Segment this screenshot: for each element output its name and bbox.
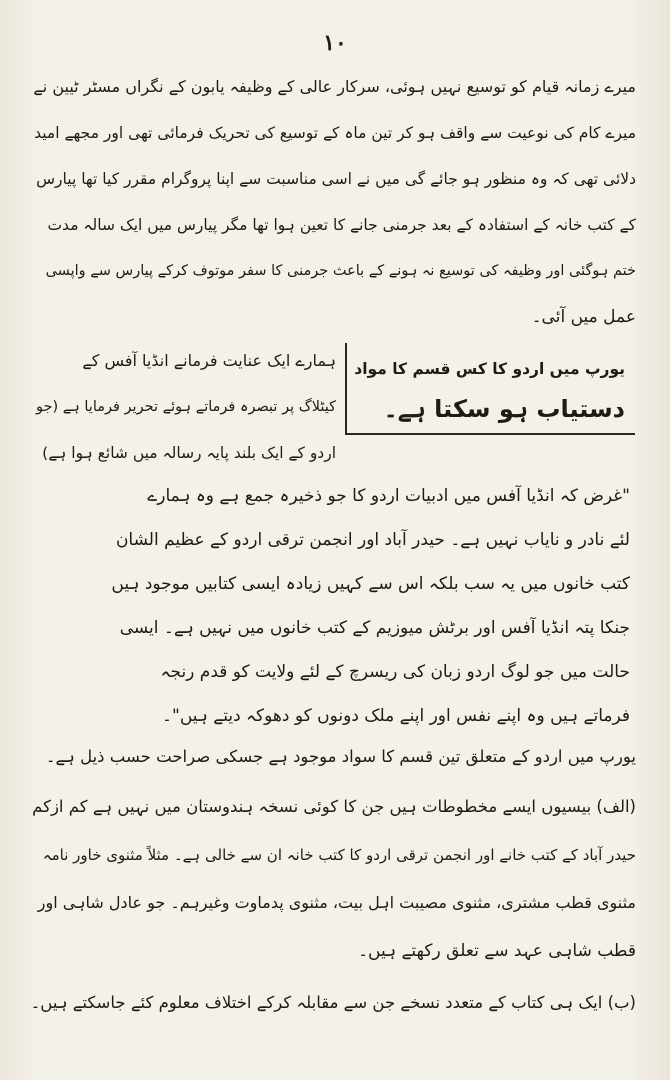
side-heading-line: دستیاب ہو سکتا ہے۔ [383,395,625,423]
paragraph-2-line: مثنوی قطب مشتری، مثنوی مصیبت اہل بیت، مثنوی پدماوت وغیرہم۔ جو عادل شاہی اور [37,893,636,912]
side-text-line: کیٹلاگ پر تبصرہ فرماتے ہوئے تحریر فرمایا ہے (جو [36,399,336,415]
paragraph-2-line: (الف) بیسیوں ایسے مخطوطات ہیں جن کا کوئی نسخہ ہندوستان میں نہیں ہے کم ازکم [32,797,636,816]
side-text-line: ہمارے ایک عنایت فرمانے انڈیا آفس کے [82,351,336,370]
paragraph-2-line: (ب) ایک ہی کتاب کے متعدد نسخے جن سے مقابلہ کرکے اختلاف معلوم کئے جاسکتے ہیں۔ [30,993,636,1012]
quote-line: جنکا پتہ انڈیا آفس اور برٹش میوزیم کے کتب خانوں میں نہیں ہے۔ ایسی [119,618,630,638]
quote-line: "غرض کہ انڈیا آفس میں ادبیات اردو کا جو ذخیرہ جمع ہے وہ ہمارے [147,486,630,506]
paragraph-1-line: کے کتب خانہ کے استفادہ کے بعد جرمنی جانے کا تعین ہوا تھا مگر پیارس میں ایک سالہ مدت [47,216,636,234]
side-text-line: اردو کے ایک بلند پایہ رسالہ میں شائع ہوا ہے) [42,444,336,462]
quote-line: لئے نادر و نایاب نہیں ہے۔ حیدر آباد اور انجمن ترقی اردو کے عظیم الشان [115,530,630,550]
quote-line: حالت میں جو لوگ اردو زبان کی ریسرچ کے لئے ولایت کو قدم رنجہ [160,662,630,682]
page-number: ۱۰ [323,30,347,56]
quote-line: فرماتے ہیں وہ اپنے نفس اور اپنے ملک دونوں کو دھوکہ دیتے ہیں"۔ [162,706,630,726]
paragraph-1-line: عمل میں آئی۔ [531,307,636,327]
quote-line: کتب خانوں میں یہ سب بلکہ اس سے کہیں زیادہ ایسی کتابیں موجود ہیں [111,574,630,594]
side-heading-box [345,343,635,435]
side-heading-line: یورپ میں اردو کا کس قسم کا مواد [354,360,625,378]
paragraph-1-line: دلائی تھی کہ وہ منظور ہو جائے گی میں نے اسی مناسبت سے اپنا پروگرام مقرر کیا تھا پیارس [36,170,636,188]
paragraph-1-line: میرے کام کی نوعیت سے واقف ہو کر تین ماہ کے توسیع کی تحریک فرمائی تھی اور مجھے امید [34,124,636,142]
paragraph-1-line: ختم ہوگئی اور وظیفہ کی توسیع نہ ہونے کے باعث جرمنی کا سفر موتوف کرکے پیارس سے واپسی [45,263,636,279]
paragraph-1-line: میرے زمانہ قیام کو توسیع نہیں ہوئی، سرکار عالی کے وظیفہ یابون کے نگراں مسٹر ٹیین نے [33,77,636,96]
paragraph-2-line: قطب شاہی عہد سے تعلق رکھتے ہیں۔ [358,941,636,961]
paragraph-2-line: حیدر آباد کے کتب خانے اور انجمن ترقی اردو کا کتب خانہ ان سے خالی ہے۔ مثلاً مثنوی خاور نامہ [42,846,636,864]
paragraph-2-line: یورپ میں اردو کے متعلق تین قسم کا سواد موجود ہے جسکی صراحت حسب ذیل ہے۔ [45,747,636,766]
